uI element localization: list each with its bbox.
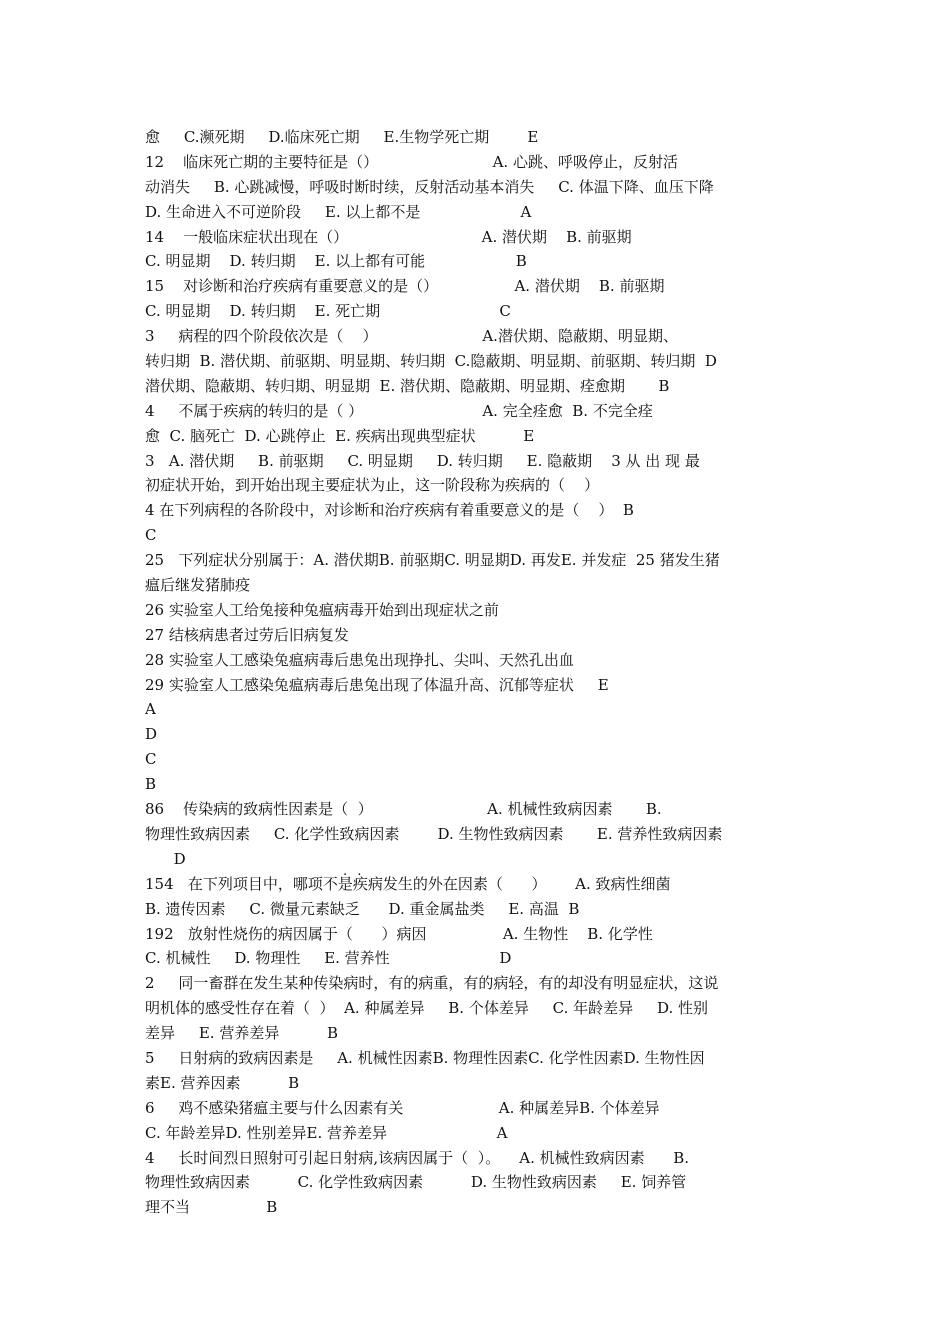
- text-line: 12 临床死亡期的主要特征是（） A. 心跳、呼吸停止，反射活: [145, 152, 678, 171]
- text-line: C. 明显期 D. 转归期 E. 以上都有可能 B: [145, 252, 527, 271]
- text-line: 潜伏期、隐蔽期、转归期、明显期 E. 潜伏期、隐蔽期、明显期、痊愈期 B: [145, 376, 670, 395]
- text-line: 14 一般临床症状出现在（） A. 潜伏期 B. 前驱期: [145, 227, 632, 246]
- text-line: A: [145, 700, 156, 719]
- text-line: 86 传染病的致病性因素是（ ） A. 机械性致病因素 B.: [145, 800, 662, 819]
- text-line: 15 对诊断和治疗疾病有重要意义的是（） A. 潜伏期 B. 前驱期: [145, 277, 665, 296]
- text-line: 愈 C. 脑死亡 D. 心跳停止 E. 疾病出现典型症状 E: [145, 426, 535, 445]
- text-line: 转归期 B. 潜伏期、前驱期、明显期、转归期 C.隐蔽期、明显期、前驱期、转归期 D: [145, 352, 717, 371]
- text-line: D. 生命进入不可逆阶段 E. 以上都不是 A: [145, 202, 532, 221]
- text-line: 192 放射性烧伤的病因属于（ ）病因 A. 生物性 B. 化学性: [145, 924, 653, 943]
- text-line: 154 在下列项目中，哪项不是疾病发生的外在因素（ ） A. 致病性细菌: [145, 874, 671, 893]
- text-line: 物理性致病因素 C. 化学性致病因素 D. 生物性致病因素 E. 营养性致病因素: [145, 824, 723, 843]
- text-line: 5 日射病的致病因素是 A. 机械性因素B. 物理性因素C. 化学性因素D. 生物性因: [145, 1048, 705, 1067]
- text-line: 3 A. 潜伏期 B. 前驱期 C. 明显期 D. 转归期 E. 隐蔽期 3 从 出 现 最: [145, 451, 700, 470]
- text-line: 愈 C.濒死期 D.临床死亡期 E.生物学死亡期 E: [145, 128, 539, 146]
- text-line: 素E. 营养因素 B: [145, 1073, 300, 1092]
- text-line: 4 长时间烈日照射可引起日射病,该病因属于（ ）。 A. 机械性致病因素 B.: [145, 1148, 690, 1167]
- text-line: B: [145, 775, 157, 794]
- text-line: 4 不属于疾病的转归的是（ ） A. 完全痊愈 B. 不完全痊: [145, 401, 653, 420]
- text-line: 27 结核病患者过劳后旧病复发: [145, 625, 349, 644]
- text-line: 动消失 B. 心跳减慢，呼吸时断时续，反射活动基本消失 C. 体温下降、血压下降: [145, 177, 714, 196]
- emphasis-dots: . .: [343, 863, 365, 879]
- text-line: 4 在下列病程的各阶段中，对诊断和治疗疾病有着重要意义的是（ ） B: [145, 501, 634, 520]
- text-line: D: [145, 725, 158, 744]
- text-line: 28 实验室人工感染兔瘟病毒后患兔出现挣扎、尖叫、天然孔出血: [145, 650, 574, 669]
- text-line: 26 实验室人工给兔接种兔瘟病毒开始到出现症状之前: [145, 600, 499, 619]
- text-line: C. 机械性 D. 物理性 E. 营养性 D: [145, 949, 512, 968]
- text-line: C. 年龄差异D. 性别差异E. 营养差异 A: [145, 1123, 508, 1142]
- text-line: C: [145, 526, 157, 545]
- text-line: C: [145, 750, 157, 769]
- text-line: B. 遗传因素 C. 微量元素缺乏 D. 重金属盐类 E. 高温 B: [145, 899, 580, 918]
- text-line: 初症状开始，到开始出现主要症状为止，这一阶段称为疾病的（ ）: [145, 476, 600, 495]
- text-line: 明机体的感受性存在着（ ） A. 种属差异 B. 个体差异 C. 年龄差异 D. 性别: [145, 999, 709, 1018]
- text-line: 瘟后继发猪肺疫: [145, 576, 251, 595]
- text-line: 2 同一畜群在发生某种传染病时，有的病重，有的病轻，有的却没有明显症状，这说: [145, 974, 719, 993]
- text-line: 差异 E. 营养差异 B: [145, 1024, 339, 1043]
- document-body: [145, 125, 810, 1220]
- text-line: 29 实验室人工感染兔瘟病毒后患兔出现了体温升高、沉郁等症状 E: [145, 675, 609, 694]
- text-line: D: [145, 849, 186, 868]
- text-line: 3 病程的四个阶段依次是（ ） A.潜伏期、隐蔽期、明显期、: [145, 327, 678, 346]
- text-line: 物理性致病因素 C. 化学性致病因素 D. 生物性致病因素 E. 饲养管: [145, 1173, 687, 1192]
- text-line: 理不当 B: [145, 1198, 278, 1217]
- text-line: 6 鸡不感染猪瘟主要与什么因素有关 A. 种属差异B. 个体差异: [145, 1098, 660, 1117]
- text-line: C. 明显期 D. 转归期 E. 死亡期 C: [145, 302, 511, 321]
- text-line: 25 下列症状分别属于：A. 潜伏期B. 前驱期C. 明显期D. 再发E. 并发症 25 猪发生猪: [145, 551, 720, 570]
